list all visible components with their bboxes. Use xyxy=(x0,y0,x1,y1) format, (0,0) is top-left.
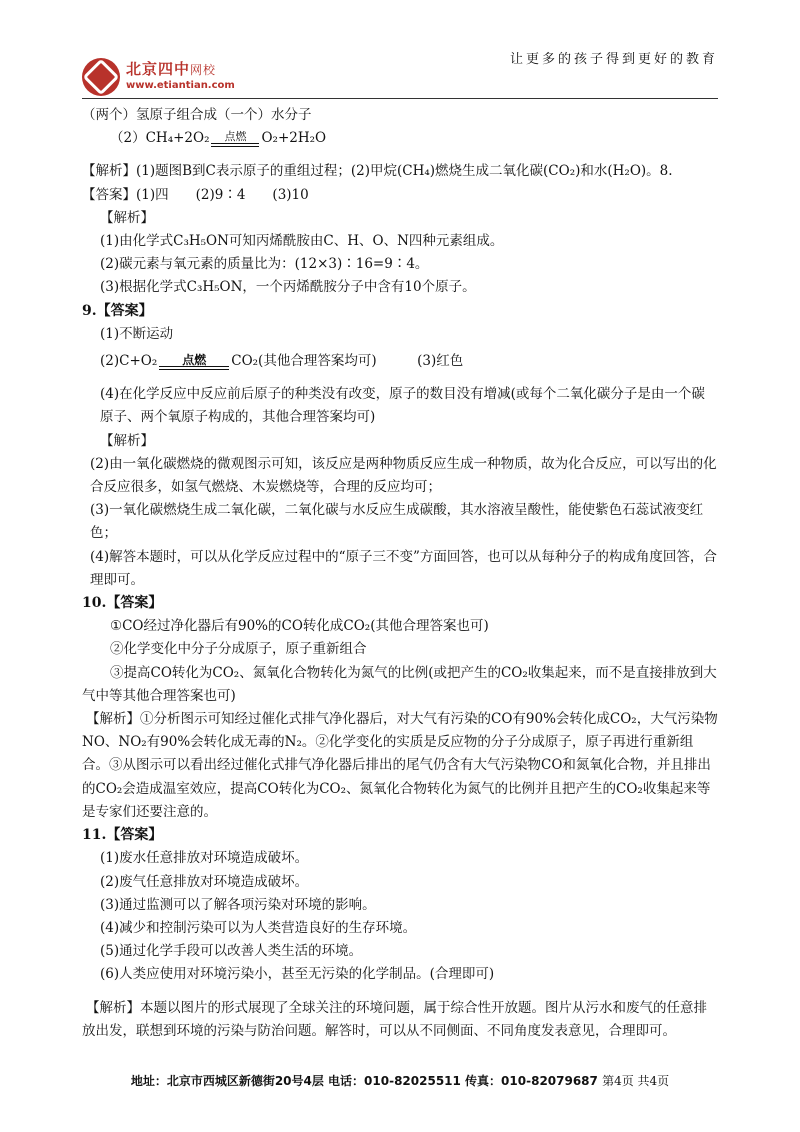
text-paragraph: (4)解答本题时，可以从化学反应过程中的“原子三不变”方面回答，也可以从每种分子的构成角度回答，合理即可。 xyxy=(90,548,717,588)
text-paragraph: ③提高CO转化为CO₂、氮氧化合物转化为氮气的比例(或把产生的CO₂收集起来，而不是直接排放到大气中等其他合理答案也可) xyxy=(82,664,717,704)
text-line: ②化学变化中分子分成原子，原子重新组合 xyxy=(110,641,367,658)
reaction-condition: 点燃 xyxy=(182,352,207,367)
document-body xyxy=(82,104,718,1043)
logo-name: 北京四中 xyxy=(126,60,191,78)
equation-line xyxy=(82,127,718,150)
reaction-condition: 点燃 xyxy=(224,129,247,143)
question-heading: 10.【答案】 xyxy=(82,595,163,612)
text-line: (2)废气任意排放对环境造成破坏。 xyxy=(100,873,309,890)
answer-line: 【答案】(1)四 (2)9∶4 (3)10 xyxy=(82,186,309,203)
page-header xyxy=(0,0,800,104)
logo-sub: 网校 xyxy=(190,63,217,77)
text-line: (1)废水任意排放对环境造成破坏。 xyxy=(100,850,309,867)
logo-url: www.etiantian.com xyxy=(126,80,235,91)
logo xyxy=(82,58,262,98)
text-line: (1)不断运动 xyxy=(100,325,174,342)
question-heading: 11.【答案】 xyxy=(82,827,163,844)
equation-reactants: （2）CH₄+2O₂ xyxy=(110,130,210,147)
text-line: (3)根据化学式C₃H₅ON，一个丙烯酰胺分子中含有10个原子。 xyxy=(100,279,476,296)
text-paragraph: (3)一氧化碳燃烧生成二氧化碳，二氧化碳与水反应生成碳酸，其水溶液呈酸性，能使紫色石蕊试液变红色； xyxy=(90,502,704,542)
page-number: 第4页 共4页 xyxy=(602,1074,670,1088)
text-paragraph: 【解析】本题以图片的形式展现了全球关注的环境问题，属于综合性开放题。图片从污水和废气的任意排放出发，联想到环境的污染与防治问题。解答时，可以从不同侧面、不同角度发表意见，合理即可。 xyxy=(82,999,707,1039)
slogan: 让更多的孩子得到更好的教育 xyxy=(509,52,718,67)
text-line: (1)由化学式C₃H₅ON可知丙烯酰胺由C、H、O、N四种元素组成。 xyxy=(100,233,504,250)
text-line: (3)通过监测可以了解各项污染对环境的影响。 xyxy=(100,896,376,913)
page-footer xyxy=(0,1072,800,1089)
footer-address: 地址：北京市西城区新德街20号4层 电话：010-82025511 传真：010-82079687 xyxy=(130,1074,598,1088)
text-line: （两个）氢原子组合成（一个）水分子 xyxy=(82,107,312,123)
text-line: ①CO经过净化器后有90%的CO转化成CO₂(其他合理答案也可) xyxy=(110,618,489,635)
text-line: (2)碳元素与氧元素的质量比为：(12×3)∶16=9∶4。 xyxy=(100,256,429,273)
analysis-heading: 【解析】 xyxy=(100,432,154,449)
text-paragraph: 【解析】①分析图示可知经过催化式排气净化器后，对大气有污染的CO有90%会转化成CO₂，大气污染物NO、NO₂有90%会转化成无毒的N₂。②化学变化的实质是反应物的分子分成原子，原子再进行重新组合。③从图示可以看出经过催化式排气净化器后排出的尾气仍含有大气污染物CO和氮氧化合物，并且排出的CO₂会造成温室效应，提高CO转化为CO₂、氮氧化合物转化为氮气的比例并且把产生的CO₂收集起来等是专家们还要注意的。 xyxy=(82,711,718,820)
analysis-heading: 【解析】 xyxy=(100,209,154,226)
logo-text xyxy=(126,58,216,79)
equation-reactants: (2)C+O₂ xyxy=(100,353,158,370)
text-line: (6)人类应使用对环境污染小，甚至无污染的化学制品。(合理即可) xyxy=(100,966,495,983)
equation-products: O₂+2H₂O xyxy=(261,130,327,147)
reaction-arrow xyxy=(159,354,229,370)
text-paragraph: (2)由一氧化碳燃烧的微观图示可知，该反应是两种物质反应生成一种物质，故为化合反应，可以写出的化合反应很多，如氢气燃烧、木炭燃烧等，合理的反应均可； xyxy=(90,455,717,496)
text-line: (4)减少和控制污染可以为人类营造良好的生存环境。 xyxy=(100,919,417,936)
reaction-arrow xyxy=(211,131,259,147)
logo-emblem-icon xyxy=(82,58,120,96)
analysis-line: 【解析】(1)题图B到C表示原子的重组过程；(2)甲烷(CH₄)燃烧生成二氧化碳(CO₂)和水(H₂O)。8. xyxy=(82,163,673,180)
header-divider xyxy=(82,98,718,99)
equation-products: CO₂(其他合理答案均可) (3)红色 xyxy=(231,353,464,370)
text-paragraph: (4)在化学反应中反应前后原子的种类没有改变，原子的数目没有增减(或每个二氧化碳分子是由一个碳原子、两个氧原子构成的，其他合理答案均可) xyxy=(100,386,705,426)
question-heading: 9.【答案】 xyxy=(82,302,153,319)
text-line: (5)通过化学手段可以改善人类生活的环境。 xyxy=(100,943,363,960)
equation-line xyxy=(82,350,718,373)
